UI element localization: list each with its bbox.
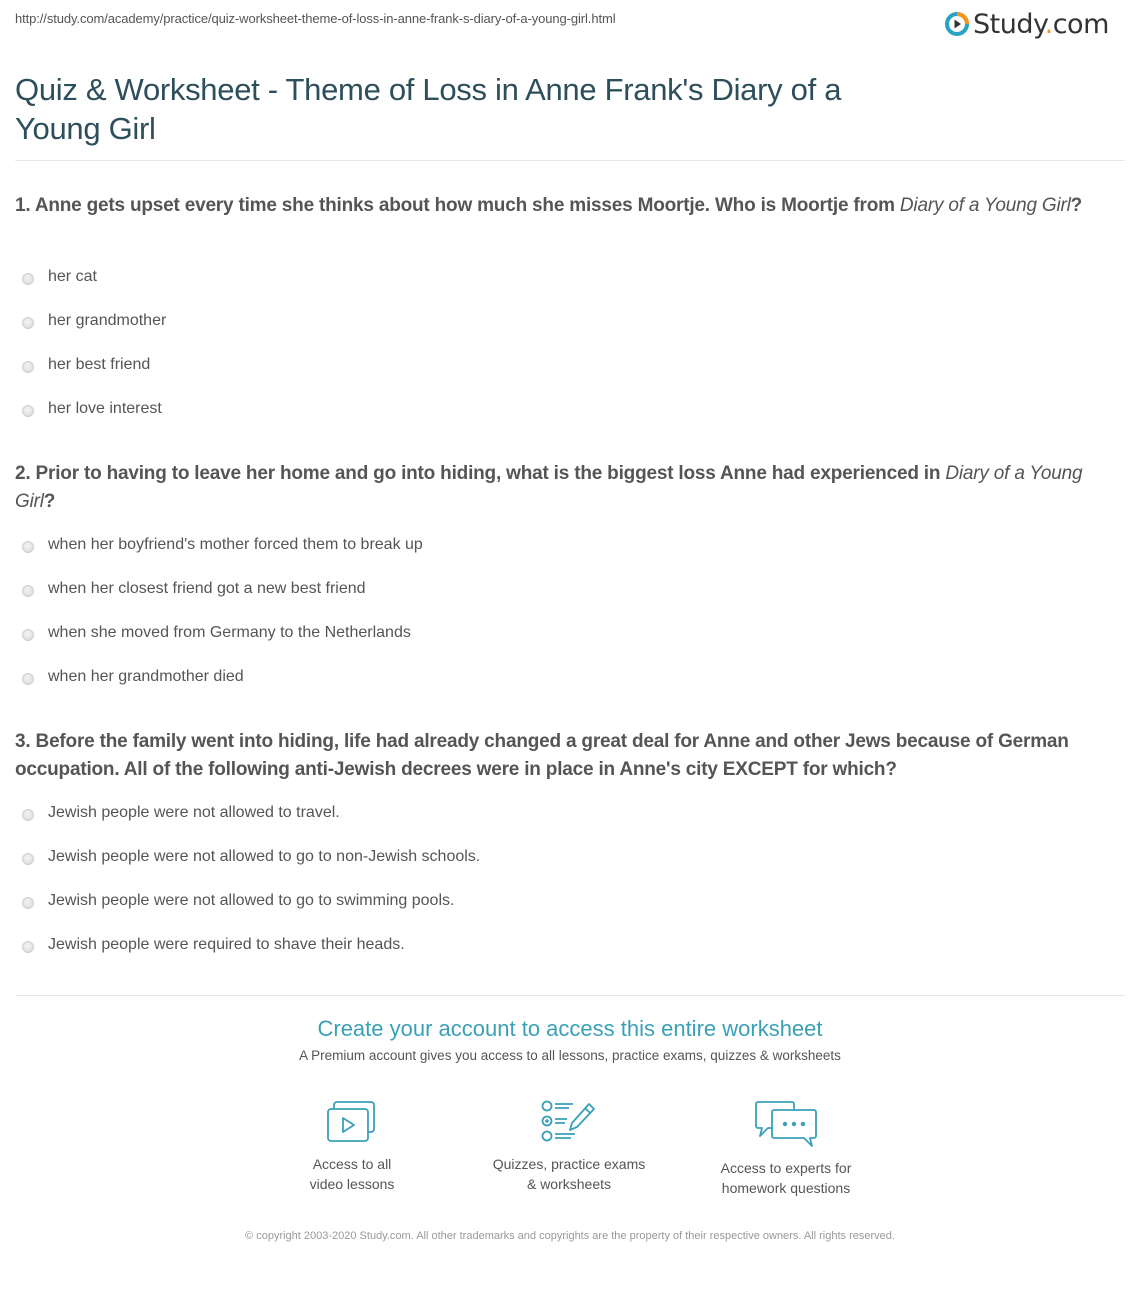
radio-button[interactable] — [22, 853, 34, 865]
study-logo[interactable] — [944, 6, 1109, 42]
cta-title[interactable]: Create your account to access this entire worksheet — [317, 1016, 823, 1041]
answer-option[interactable]: when her closest friend got a new best friend — [22, 580, 423, 624]
answer-option[interactable]: when her boyfriend's mother forced them to break up — [22, 536, 423, 580]
radio-button[interactable] — [22, 361, 34, 373]
radio-button[interactable] — [22, 941, 34, 953]
answers-1 — [22, 268, 166, 444]
question-3: 3. Before the family went into hiding, life had already changed a great deal for Anne and other Jews because of German occupation. All of the following anti-Jewish decrees were in place in Anne's city EXCEPT for which? — [15, 731, 1069, 780]
cta-divider — [15, 995, 1125, 996]
answer-option[interactable]: Jewish people were required to shave their heads. — [22, 936, 480, 980]
feature-quizzes: Quizzes, practice exams & worksheets — [469, 1100, 669, 1194]
radio-button[interactable] — [22, 897, 34, 909]
answer-option[interactable]: her grandmother — [22, 312, 166, 356]
radio-button[interactable] — [22, 405, 34, 417]
feature-experts: Access to experts for homework questions — [686, 1100, 886, 1198]
radio-button[interactable] — [22, 273, 34, 285]
question-2: 2. Prior to having to leave her home and go into hiding, what is the biggest loss Anne had experienced in Diary of a Young Girl? — [15, 463, 1083, 512]
answer-option[interactable]: her love interest — [22, 400, 166, 444]
cta-subtitle: A Premium account gives you access to all lessons, practice exams, quizzes & worksheets — [299, 1048, 841, 1063]
answer-option[interactable]: Jewish people were not allowed to go to non-Jewish schools. — [22, 848, 480, 892]
page-title: Quiz & Worksheet - Theme of Loss in Anne Frank's Diary of a Young Girl — [15, 72, 842, 146]
chat-bubbles-icon — [754, 1100, 818, 1148]
answer-option[interactable]: Jewish people were not allowed to travel. — [22, 804, 480, 848]
quiz-checklist-icon — [541, 1100, 597, 1144]
answer-option[interactable]: her cat — [22, 268, 166, 312]
video-lessons-icon — [326, 1100, 378, 1144]
radio-button[interactable] — [22, 629, 34, 641]
radio-button[interactable] — [22, 809, 34, 821]
answer-option[interactable]: when her grandmother died — [22, 668, 423, 712]
answer-option[interactable]: her best friend — [22, 356, 166, 400]
page-url: http://study.com/academy/practice/quiz-worksheet-theme-of-loss-in-anne-frank-s-diary-of-a-young-girl.html — [15, 11, 616, 26]
answers-2 — [22, 536, 423, 712]
question-1: 1. Anne gets upset every time she thinks about how much she misses Moortje. Who is Moortje from Diary of a Young Girl? — [15, 195, 1083, 216]
logo-wordmark: Study.com — [973, 8, 1109, 40]
feature-video-lessons: Access to all video lessons — [252, 1100, 452, 1194]
answers-3 — [22, 804, 480, 980]
radio-button[interactable] — [22, 541, 34, 553]
play-circle-icon — [944, 11, 970, 37]
answer-option[interactable]: when she moved from Germany to the Netherlands — [22, 624, 423, 668]
answer-option[interactable]: Jewish people were not allowed to go to swimming pools. — [22, 892, 480, 936]
radio-button[interactable] — [22, 317, 34, 329]
radio-button[interactable] — [22, 585, 34, 597]
copyright-notice: © copyright 2003-2020 Study.com. All other trademarks and copyrights are the property of their respective owners. All rights reserved. — [245, 1230, 895, 1242]
title-divider — [15, 160, 1125, 161]
radio-button[interactable] — [22, 673, 34, 685]
